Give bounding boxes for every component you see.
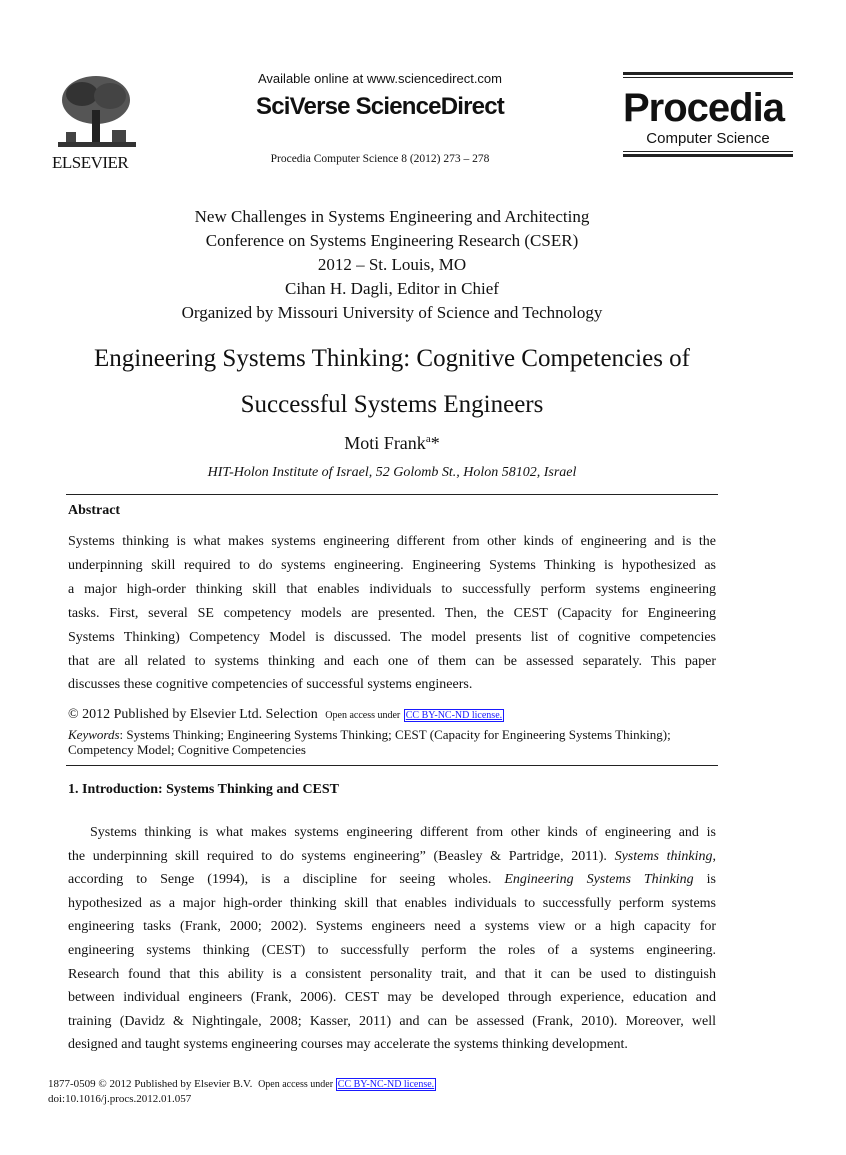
footer [48,1077,436,1107]
keywords-text: Competency Model; Cognitive Competencies [68,742,306,757]
text-run: engineering systems thinking (CEST) to successfully perform the roles of a systems engineering. [68,942,716,958]
procedia-logo [623,72,793,157]
abstract-line: Systems thinking is what makes systems engineering different from other kinds of engineering and is the [68,534,716,549]
text-run: training (Davidz & Nightingale, 2008; Kasser, 2011) and can be assessed (Frank, 2010). Moreover, well [68,1013,716,1029]
text-run: according to Senge (1994), is a discipline for seeing wholes. [68,872,505,888]
abstract-line: tasks. First, several SE competency models are presented. Then, the CEST (Capacity for Engineering [68,605,716,621]
text-run: hypothesized as a major high-order thinking skill that enables individuals to successfully perform systems [68,895,716,911]
elsevier-wordmark: ELSEVIER [52,153,129,172]
abstract-line: a major high-order thinking skill that enables individuals to successfully perform systems engineering [68,581,716,597]
text-run: engineering tasks (Frank, 2000; 2002). Systems engineers need a systems view or a high capacity for [68,919,716,935]
author-name: Moti Frank [344,433,426,453]
abstract-line: Systems Thinking) Competency Model is discussed. The model presents list of cognitive competencies [68,629,716,645]
paragraph-line [68,915,716,939]
text-run: , [712,848,716,864]
available-online-text: Available online at www.sciencedirect.com [258,71,502,86]
conference-line: Organized by Missouri University of Science and Technology [181,303,603,322]
procedia-title: Procedia [623,86,784,130]
title-line: Engineering Systems Thinking: Cognitive Competencies of [94,345,690,372]
conference-info [80,205,704,325]
abstract-line: underpinning skill required to do systems engineering. Engineering Systems Thinking is hypothesized as [68,557,716,573]
divider [66,765,718,766]
paragraph-line [68,963,716,987]
paragraph-line [68,1010,716,1034]
text-run: between individual engineers (Frank, 2006). CEST may be developed through experience, education and [68,990,716,1006]
conference-line: New Challenges in Systems Engineering and Architecting [194,207,590,226]
section-heading: 1. Introduction: Systems Thinking and CEST [68,782,340,797]
keywords [68,727,671,757]
paragraph-line [68,939,716,963]
paragraph-line [68,986,716,1010]
italic-term: Engineering Systems Thinking [504,872,694,888]
issn-text: 1877-0509 © 2012 Published by Elsevier B.V. [48,1078,253,1090]
open-access-text: Open access under [258,1079,334,1090]
paragraph-line [68,868,716,892]
section-body [68,821,716,1057]
conference-line: Conference on Systems Engineering Research (CSER) [205,231,579,250]
italic-term: Systems thinking [614,848,713,864]
affiliation: HIT-Holon Institute of Israel, 52 Golomb St., Holon 58102, Israel [207,465,577,480]
paragraph-line [68,1033,716,1057]
abstract-body [68,530,716,697]
abstract-line: discusses these cognitive competencies of successful systems engineers. [68,677,473,693]
paragraph-line [68,892,716,916]
paragraph-line [68,845,716,869]
abstract-line: that are all related to systems thinking and each one of them can be assessed separately. This paper [68,653,716,669]
conference-line: Cihan H. Dagli, Editor in Chief [285,279,499,298]
copyright-text: © 2012 Published by Elsevier Ltd. Selection [68,707,318,722]
elsevier-tree-icon [52,70,142,150]
journal-citation: Procedia Computer Science 8 (2012) 273 – 278 [270,153,490,165]
corresponding-mark: * [430,433,440,453]
text-run: designed and taught systems engineering courses may accelerate the systems thinking development. [68,1037,628,1053]
doi-text: doi:10.1016/j.procs.2012.01.057 [48,1093,192,1105]
abstract-heading: Abstract [68,503,121,518]
elsevier-logo [52,70,142,173]
paper-title [40,336,744,428]
license-link[interactable]: CC BY-NC-ND license. [405,710,503,721]
paragraph-line [68,821,716,845]
procedia-subtitle: Computer Science [646,130,770,147]
copyright-line [68,707,504,723]
license-link[interactable]: CC BY-NC-ND license. [337,1079,435,1090]
author-affil-sup: a [425,433,431,445]
text-run: the underpinning skill required to do systems engineering” (Beasley & Partridge, 2011). [68,848,615,864]
text-run: Systems thinking is what makes systems engineering different from other kinds of engineering and is [90,825,716,840]
conference-line: 2012 – St. Louis, MO [317,255,467,274]
open-access-text: Open access under [325,710,401,721]
divider [66,494,718,495]
title-line: Successful Systems Engineers [240,391,544,418]
text-run: Research found that this ability is a consistent personality trait, and that it can be used to distinguish [68,966,716,982]
keywords-text: : Systems Thinking; Engineering Systems Thinking; CEST (Capacity for Engineering Systems Thinking); [119,727,671,742]
keywords-label: Keywords [68,727,120,742]
text-run: is [693,872,717,888]
sciverse-logo: SciVerse ScienceDirect [256,93,504,120]
author [40,432,744,454]
